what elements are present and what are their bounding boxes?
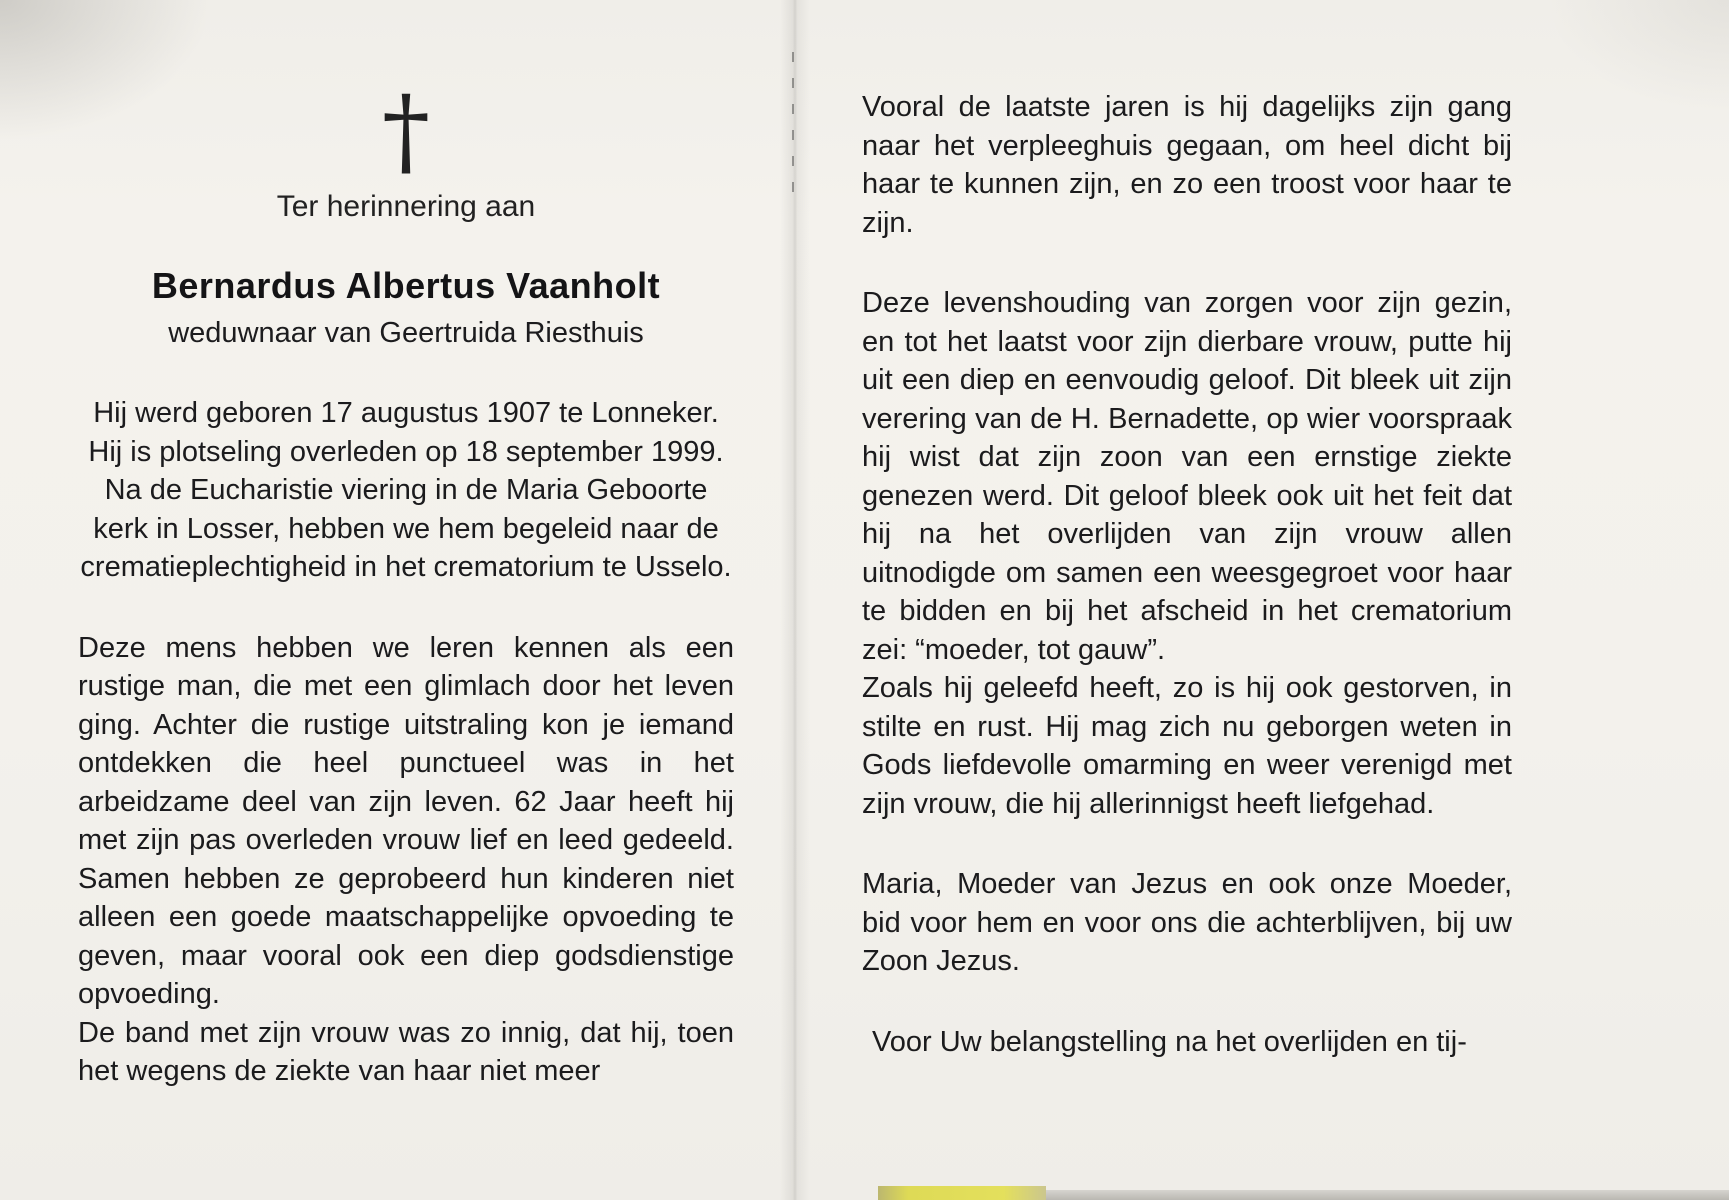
scan-artifact-gray-strip xyxy=(1046,1190,1729,1200)
right-page xyxy=(862,88,1512,1061)
deceased-name: Bernardus Albertus Vaanholt xyxy=(151,265,661,306)
care-paragraph: Vooral de laatste jaren is hij dagelijks zijn gang naar het verpleeghuis gegaan, om heel dicht bij haar te kunnen zijn, en zo een troost voor haar te zijn. xyxy=(862,91,1512,239)
left-page xyxy=(78,75,734,1091)
maria-prayer-paragraph: Maria, Moeder van Jezus en ook onze Moeder, bid voor hem en voor ons die achterblijven, bij uw Zoon Jezus. xyxy=(862,868,1512,977)
life-description-paragraph: Deze mens hebben we leren kennen als een rustige man, die met een glimlach door het leven ging. Achter die rustige uitstraling kon je iemand ontdekken die heel punctueel was in het arbeidzame deel van zijn leven. 62 Jaar heeft hij met zijn pas overleden vrouw lief en leed gedeeld. Samen hebben ze geprobeerd hun kinderen niet alleen een goede maatschappelijke opvoeding te geven, maar vooral ook een diep godsdienstige opvoeding. xyxy=(78,631,734,1010)
fold-crease-mark xyxy=(792,52,794,192)
intro-line: Ter herinnering aan xyxy=(276,190,536,223)
left-closing-paragraph: De band met zijn vrouw was zo innig, dat hij, toen het wegens de ziekte van haar niet meer xyxy=(78,1016,734,1087)
memorial-cross-icon: † xyxy=(382,75,430,187)
birth-death-paragraph: Hij werd geboren 17 augustus 1907 te Lonneker. Hij is plotseling overleden op 18 september 1999. Na de Eucharistie viering in de Maria Geboorte kerk in Losser, hebben we hem begeleid naar de crematieplechtigheid in het crematorium te Usselo. xyxy=(80,397,732,583)
scan-artifact-yellow-strip xyxy=(878,1186,1046,1200)
thanks-paragraph: Voor Uw belangstelling na het overlijden en tij- xyxy=(872,1025,1467,1058)
passing-paragraph: Zoals hij geleefd heeft, zo is hij ook gestorven, in stilte en rust. Hij mag zich nu geborgen weten in Gods liefdevolle omarming en weer verenigd met zijn vrouw, die hij allerinnigst heeft liefgehad. xyxy=(862,672,1512,820)
faith-paragraph: Deze levenshouding van zorgen voor zijn gezin, en tot het laatst voor zijn dierbare vrouw, putte hij uit een diep en eenvoudig geloof. Dit bleek uit zijn verering van de H. Bernadette, op wier voorspraak hij wist dat zijn zoon van een ernstige ziekte genezen werd. Dit geloof bleek ook uit het feit dat hij na het overlijden van zijn vrouw allen uitnodigde om samen een weesgegroet voor haar te bidden en bij het afscheid in het crematorium zei: “moeder, tot gauw”. xyxy=(862,287,1512,666)
deceased-subtitle: weduwnaar van Geertruida Riesthuis xyxy=(168,317,644,349)
fold-crease xyxy=(780,0,810,1200)
